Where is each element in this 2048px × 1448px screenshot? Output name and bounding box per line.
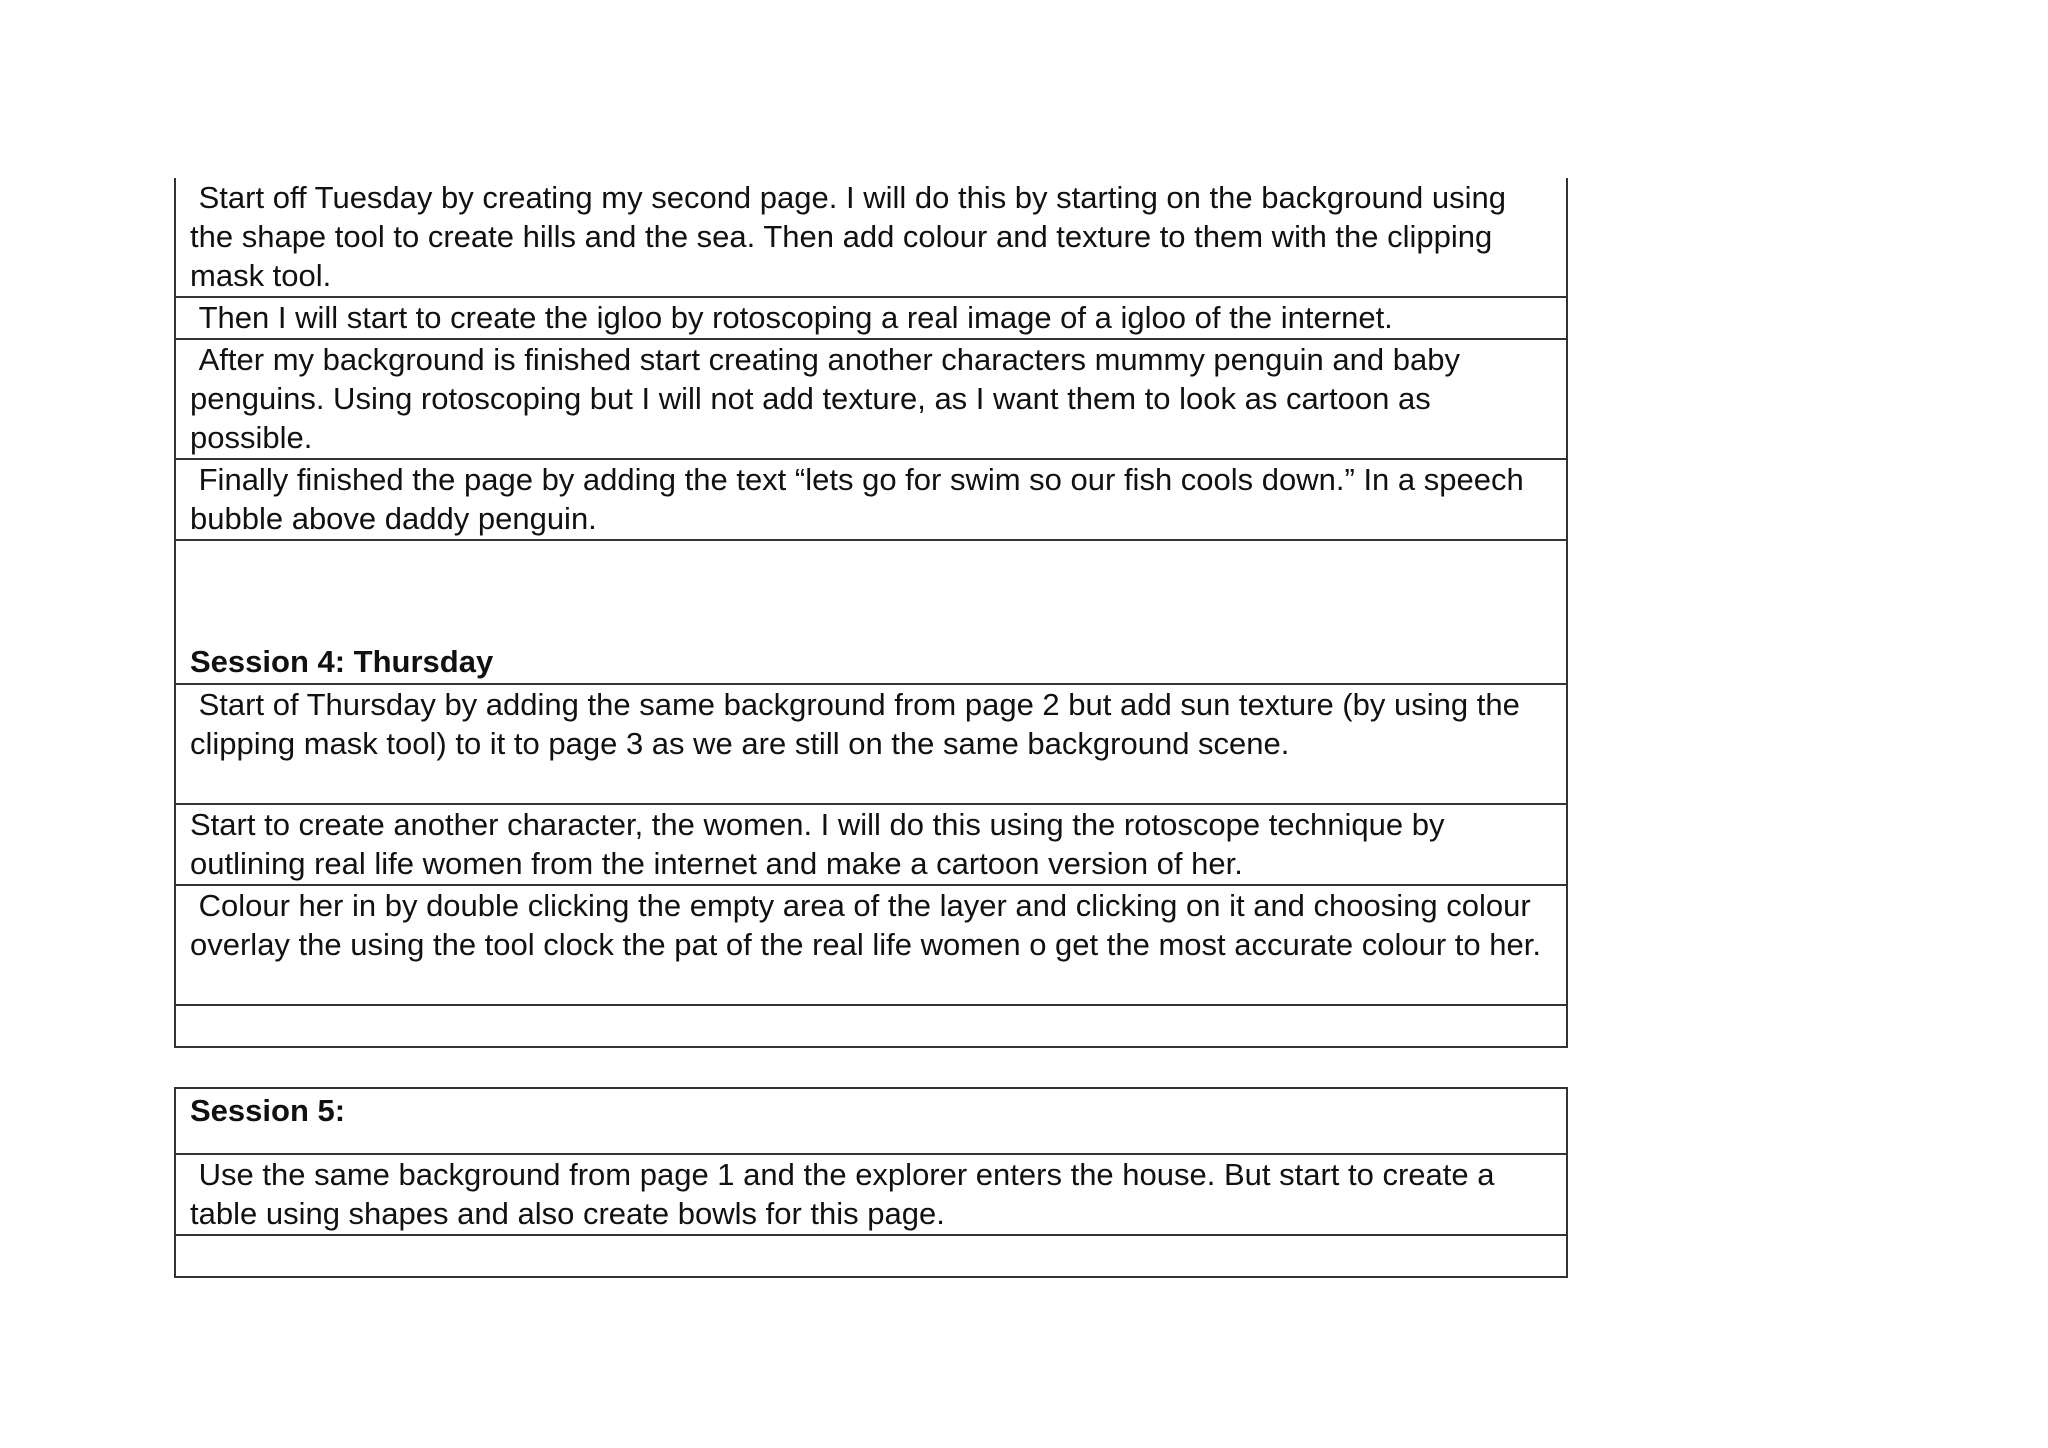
table-row: Use the same background from page 1 and the explorer enters the house. But start to create a table using shapes and also create bowls for this page.: [176, 1155, 1566, 1236]
table-row: Start to create another character, the women. I will do this using the rotoscope technique by outlining real life women from the internet and make a cartoon version of her.: [176, 805, 1566, 886]
table-row: Start of Thursday by adding the same background from page 2 but add sun texture (by using the clipping mask tool) to it to page 3 as we are still on the same background scene.: [176, 685, 1566, 805]
table-row: Colour her in by double clicking the empty area of the layer and clicking on it and choosing colour overlay the using the tool clock the pat of the real life women o get the most accurate colour to her.: [176, 886, 1566, 1006]
table-row: Finally finished the page by adding the text “lets go for swim so our fish cools down.” In a speech bubble above daddy penguin.: [176, 460, 1566, 541]
session-heading: Session 5:: [176, 1089, 1566, 1155]
session-table-1: [174, 178, 1568, 1048]
table-row-empty: [176, 1006, 1566, 1046]
table-row: Then I will start to create the igloo by rotoscoping a real image of a igloo of the internet.: [176, 298, 1566, 340]
table-row: Start off Tuesday by creating my second page. I will do this by starting on the background using the shape tool to create hills and the sea. Then add colour and texture to them with the clipping mask tool.: [176, 178, 1566, 298]
table-row-empty: [176, 1236, 1566, 1276]
session-heading: Session 4: Thursday: [176, 541, 1566, 685]
session-table-2: [174, 1087, 1568, 1278]
table-row: After my background is finished start creating another characters mummy penguin and baby penguins. Using rotoscoping but I will not add texture, as I want them to look as cartoon as possible.: [176, 340, 1566, 460]
